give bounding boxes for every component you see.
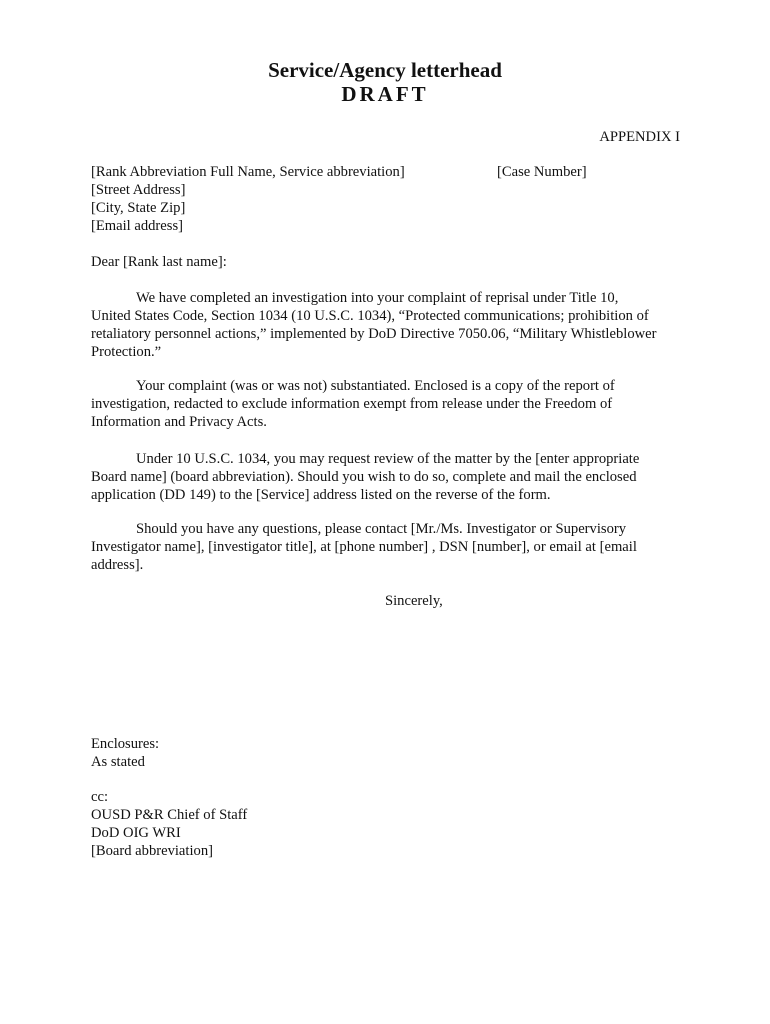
body-paragraph-2 <box>91 377 691 431</box>
body-paragraph-1 <box>91 289 691 361</box>
enclosures-label: Enclosures: <box>91 736 160 752</box>
paragraph-text: Under 10 U.S.C. 1034, you may request review of the matter by the [enter appropriate Board name] (board abbreviation). Should you wish to do so, complete and mail the enclosed application (DD 149) to the [Service] address listed on the reverse of the form. <box>91 451 640 503</box>
case-number: [Case Number] <box>497 164 587 180</box>
enclosures-value: As stated <box>91 754 145 770</box>
appendix-label: APPENDIX I <box>599 129 680 145</box>
recipient-name-line: [Rank Abbreviation Full Name, Service abbreviation] <box>91 164 405 180</box>
cc-item: [Board abbreviation] <box>91 843 213 859</box>
paragraph-text: Should you have any questions, please contact [Mr./Ms. Investigator or Supervisory Investigator name], [investigator title], at [phone number] , DSN [number], or email at [email address]. <box>91 521 637 573</box>
body-paragraph-4 <box>91 520 691 574</box>
body-paragraph-3 <box>91 450 691 504</box>
letterhead-title: Service/Agency letterhead <box>268 58 502 82</box>
closing: Sincerely, <box>385 593 443 609</box>
enclosures-block <box>91 735 159 771</box>
cc-block <box>91 788 247 860</box>
recipient-email: [Email address] <box>91 218 183 234</box>
cc-item: OUSD P&R Chief of Staff <box>91 807 248 823</box>
paragraph-text: Your complaint (was or was not) substantiated. Enclosed is a copy of the report of investigation, redacted to exclude information exempt from release under the Freedom of Information and Privacy Acts. <box>91 378 615 430</box>
recipient-street: [Street Address] <box>91 182 186 198</box>
salutation: Dear [Rank last name]: <box>91 254 227 270</box>
cc-item: DoD OIG WRI <box>91 825 181 841</box>
draft-label: DRAFT <box>341 82 429 106</box>
recipient-city: [City, State Zip] <box>91 200 186 216</box>
paragraph-text: We have completed an investigation into your complaint of reprisal under Title 10, United States Code, Section 1034 (10 U.S.C. 1034), “Protected communications; prohibition of retaliatory personnel actions,” implemented by DoD Directive 7050.06, “Military Whistleblower Protection.” <box>91 290 657 360</box>
cc-label: cc: <box>91 789 109 805</box>
recipient-address <box>91 163 405 235</box>
